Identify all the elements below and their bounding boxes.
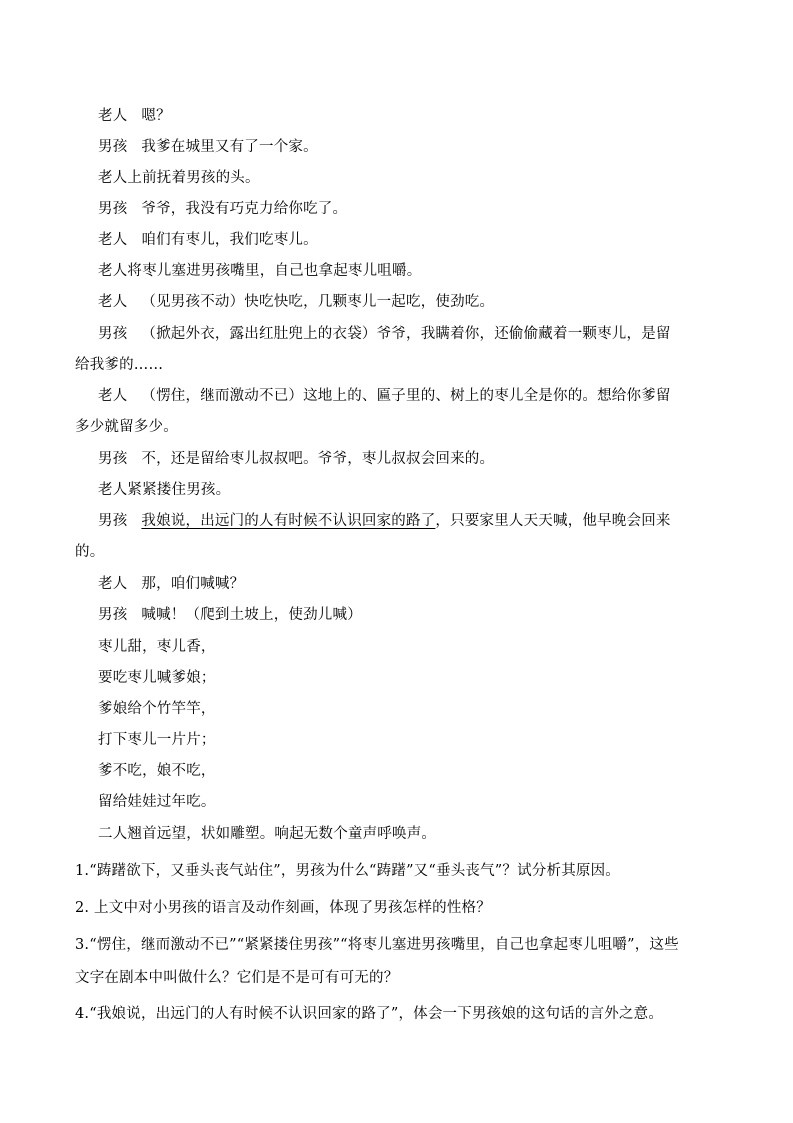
dialogue-line [98, 449, 494, 469]
line-text: 嗯？ [141, 108, 171, 124]
dialogue-continuation: 的。 [75, 544, 105, 560]
speaker: 男孩 [98, 201, 128, 217]
speaker: 老人 [98, 576, 128, 592]
question-1: 1.“踌躇欲下，又垂头丧气站住”，男孩为什么“踌躇”又“垂头丧气”？试分析其原因。 [75, 863, 621, 879]
dialogue-continuation: 给我爹的…… [75, 357, 164, 373]
line-text: （掀起外衣，露出红肚兜上的衣袋）爷爷，我瞒着你，还偷偷藏着一颗枣儿，是留 [141, 326, 671, 342]
song-line: 枣儿甜，枣儿香， [98, 639, 216, 655]
line-text: 喊喊！（爬到土坡上，使劲儿喊） [141, 607, 362, 623]
dialogue-line [98, 324, 671, 344]
dialogue-line [98, 230, 318, 250]
dialogue-line [98, 292, 494, 312]
stage-direction: 老人上前抚着男孩的头。 [98, 170, 260, 186]
speaker: 老人 [98, 232, 128, 248]
question-3-continuation: 文字在剧本中叫做什么？它们是不是可有可无的？ [75, 970, 399, 986]
stage-direction: 老人将枣儿塞进男孩嘴里，自己也拿起枣儿咀嚼。 [98, 263, 422, 279]
speaker: 男孩 [98, 326, 128, 342]
question-2: 2. 上文中对小男孩的语言及动作刻画，体现了男孩怎样的性格？ [75, 900, 491, 916]
song-line: 留给娃娃过年吃。 [98, 794, 216, 810]
speaker: 老人 [98, 388, 128, 404]
dialogue-line [98, 386, 671, 406]
dialogue-line [98, 106, 171, 126]
speaker: 老人 [98, 108, 128, 124]
speaker: 男孩 [98, 513, 128, 529]
song-line: 打下枣儿一片片； [98, 732, 216, 748]
dialogue-line [98, 511, 671, 531]
speaker: 男孩 [98, 451, 128, 467]
dialogue-line [98, 605, 362, 625]
line-text: 爷爷，我没有巧克力给你吃了。 [141, 201, 348, 217]
song-line: 爹不吃，娘不吃， [98, 763, 216, 779]
question-3: 3.“愣住，继而激动不已”“紧紧搂住男孩”“将枣儿塞进男孩嘴里，自己也拿起枣儿咀嚼”，这些 [75, 937, 679, 953]
dialogue-continuation: 多少就留多少。 [75, 419, 178, 435]
line-text: 咱们有枣儿，我们吃枣儿。 [141, 232, 318, 248]
song-line: 爹娘给个竹竿竿， [98, 701, 216, 717]
underlined-quote: 我娘说，出远门的人有时候不认识回家的路了 [141, 513, 436, 529]
line-text: ，只要家里人天天喊，他早晚会回来 [435, 513, 671, 529]
song-line: 要吃枣儿喊爹娘； [98, 670, 216, 686]
line-text: （愣住，继而激动不已）这地上的、匾子里的、树上的枣儿全是你的。想给你爹留 [141, 388, 671, 404]
speaker: 男孩 [98, 607, 128, 623]
dialogue-line [98, 137, 318, 157]
line-text: 我爹在城里又有了一个家。 [141, 139, 318, 155]
line-text: 不，还是留给枣儿叔叔吧。爷爷，枣儿叔叔会回来的。 [141, 451, 495, 467]
speaker: 男孩 [98, 139, 128, 155]
line-text: （见男孩不动）快吃快吃，几颗枣儿一起吃，使劲吃。 [141, 294, 495, 310]
dialogue-line [98, 199, 347, 219]
closing-stage-direction: 二人翘首远望，状如雕塑。响起无数个童声呼唤声。 [98, 826, 437, 842]
question-4: 4.“我娘说，出远门的人有时候不认识回家的路了”，体会一下男孩娘的这句话的言外之意。 [75, 1006, 664, 1022]
line-text: 那，咱们喊喊？ [141, 576, 245, 592]
dialogue-line [98, 574, 244, 594]
stage-direction: 老人紧紧搂住男孩。 [98, 482, 231, 498]
speaker: 老人 [98, 294, 128, 310]
